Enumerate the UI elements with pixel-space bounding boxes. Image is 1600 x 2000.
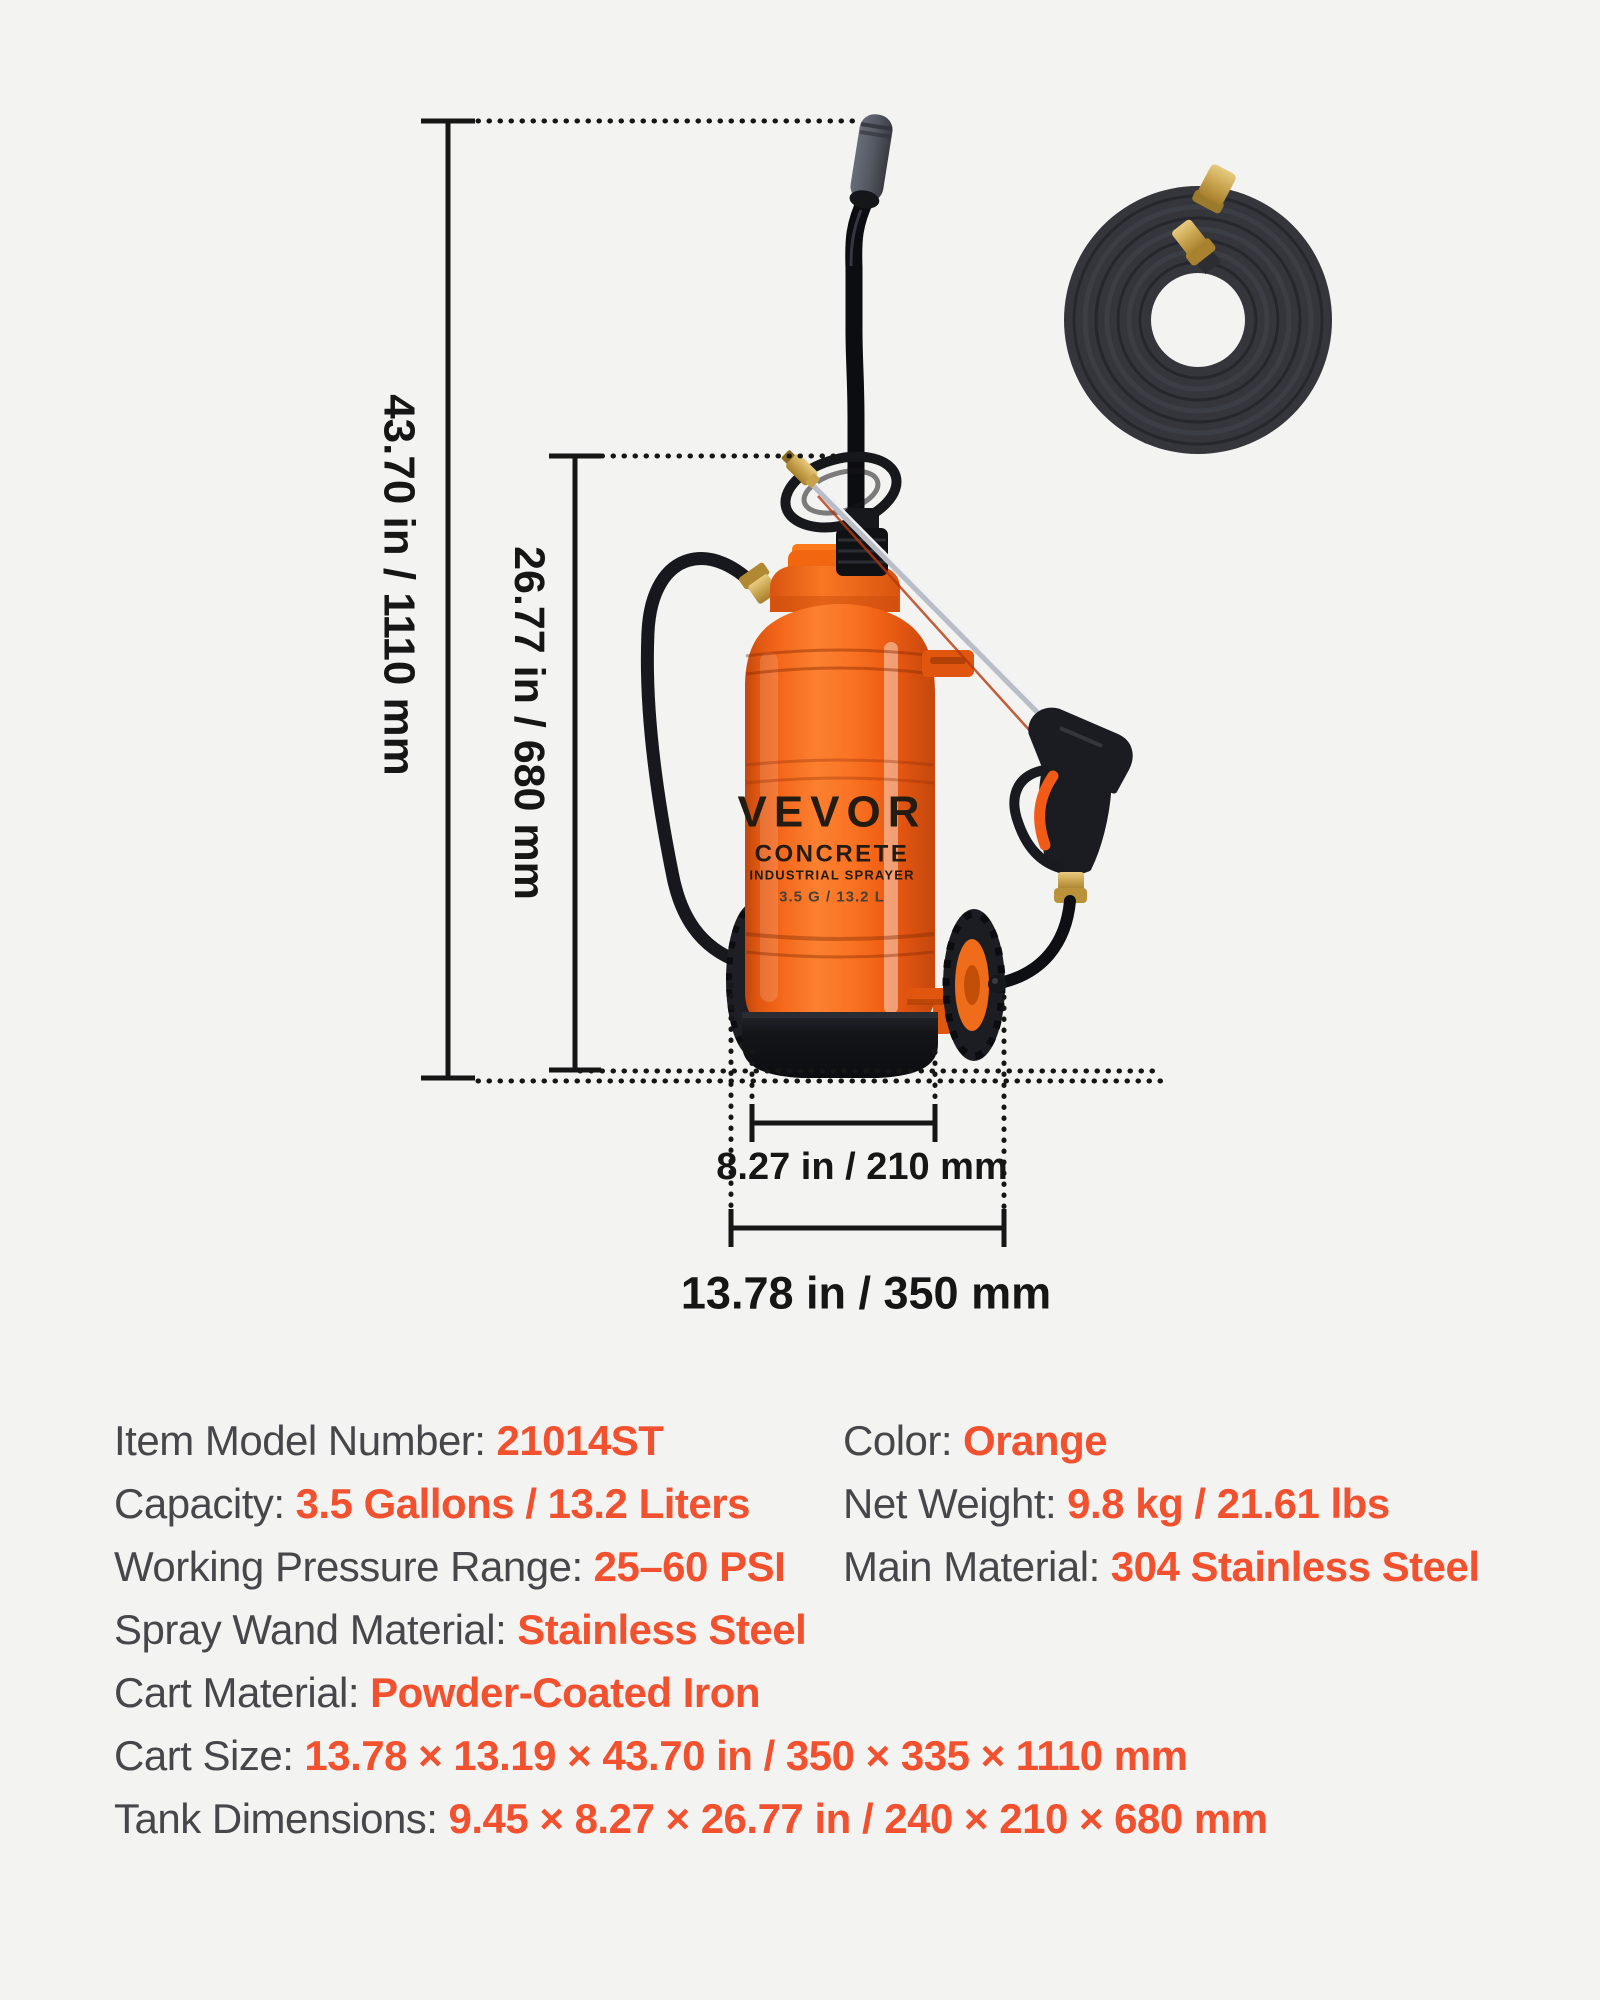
spec-value: 13.78 × 13.19 × 43.70 in / 350 × 335 × 1110 mm xyxy=(304,1731,1188,1779)
spec-label: Spray Wand Material: xyxy=(114,1605,507,1653)
spec-row-wand-material xyxy=(114,1598,1268,1661)
tank-product-line2: INDUSTRIAL SPRAYER xyxy=(749,867,915,883)
spec-value: 21014ST xyxy=(496,1416,664,1464)
spec-value: Orange xyxy=(963,1416,1108,1464)
tank-capacity-print: 3.5 G / 13.2 L xyxy=(779,888,885,906)
spec-row-tank-dimensions xyxy=(114,1787,1268,1850)
spec-list xyxy=(0,1409,1600,1869)
dim-label-overall-height: 43.70 in / 1110 mm xyxy=(374,394,424,776)
spec-label: Main Material: xyxy=(843,1542,1100,1590)
spec-row-color xyxy=(843,1409,1480,1472)
spec-row-cart-material xyxy=(114,1661,1268,1724)
dim-line-cart-width xyxy=(731,1209,1004,1247)
spec-label: Item Model Number: xyxy=(114,1416,486,1464)
hand-grip xyxy=(847,112,894,211)
tank-base xyxy=(742,1012,938,1078)
spec-label: Tank Dimensions: xyxy=(114,1794,438,1842)
spec-value: 3.5 Gallons / 13.2 Liters xyxy=(295,1479,750,1527)
coiled-hose xyxy=(1064,162,1332,454)
spec-row-main-material xyxy=(843,1535,1480,1598)
dim-label-tank-height: 26.77 in / 680 mm xyxy=(505,546,553,900)
spec-label: Net Weight: xyxy=(843,1479,1057,1527)
spec-row-net-weight xyxy=(843,1472,1480,1535)
trigger-gun xyxy=(1004,711,1129,982)
spec-label: Color: xyxy=(843,1416,953,1464)
spec-label: Cart Size: xyxy=(114,1731,294,1779)
spec-row-cart-size xyxy=(114,1724,1268,1787)
spec-value: 25–60 PSI xyxy=(593,1542,786,1590)
spec-value: Powder-Coated Iron xyxy=(370,1668,761,1716)
sprayer-tank xyxy=(737,544,974,1078)
right-wheel xyxy=(943,909,1006,1061)
spec-value: 9.45 × 8.27 × 26.77 in / 240 × 210 × 680 mm xyxy=(448,1794,1268,1842)
tank-brand-text: VEVOR xyxy=(737,787,927,837)
dim-line-tank-diameter xyxy=(752,1104,935,1142)
spec-value: 304 Stainless Steel xyxy=(1110,1542,1480,1590)
spec-value: Stainless Steel xyxy=(517,1605,807,1653)
tank-product-line1: CONCRETE xyxy=(754,840,910,868)
dim-label-cart-width: 13.78 in / 350 mm xyxy=(680,1267,1052,1319)
spec-label: Cart Material: xyxy=(114,1668,360,1716)
axle-cap xyxy=(988,975,1006,993)
spec-value: 9.8 kg / 21.61 lbs xyxy=(1067,1479,1390,1527)
spec-label: Working Pressure Range: xyxy=(114,1542,583,1590)
spec-label: Capacity: xyxy=(114,1479,285,1527)
gun-hose xyxy=(1004,901,1070,982)
dim-label-tank-diameter: 8.27 in / 210 mm xyxy=(716,1146,1008,1188)
spec-column-right xyxy=(843,1409,1480,1598)
pump-hose-left xyxy=(647,559,760,962)
